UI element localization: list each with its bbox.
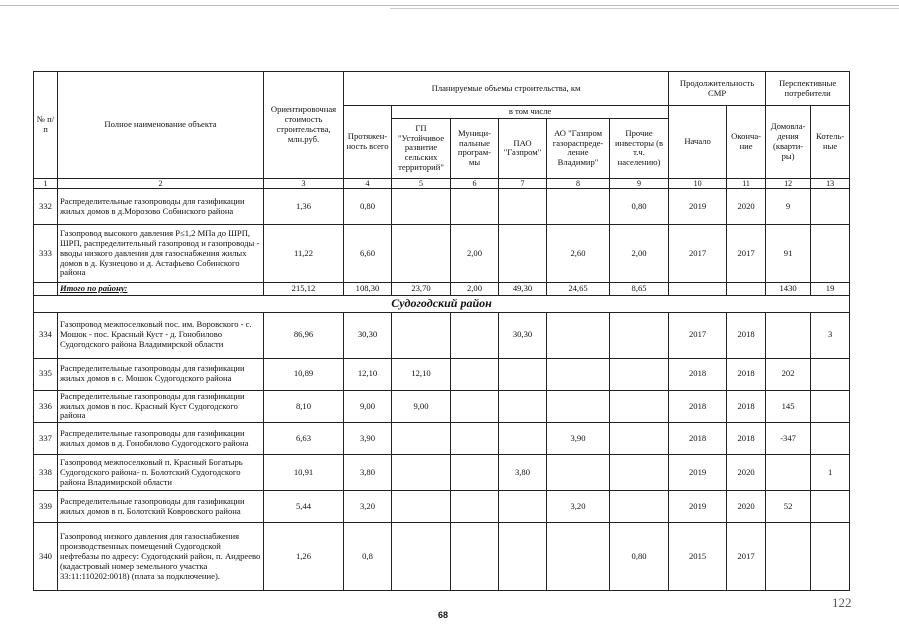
table-row bbox=[34, 189, 850, 225]
top-rule-secondary bbox=[390, 8, 899, 9]
cell-muni bbox=[451, 523, 499, 591]
cell-cost: 5,44 bbox=[264, 491, 344, 523]
cell-name: Газопровод межпоселковый п. Красный Богатырь Судогодского района- п. Болотский Судогодского района Владимирской области bbox=[58, 455, 264, 491]
cell-start: 2019 bbox=[669, 491, 727, 523]
cell-boilers bbox=[811, 523, 850, 591]
total-gp: 23,70 bbox=[392, 283, 451, 296]
cell-end: 2017 bbox=[727, 225, 766, 283]
cell-cost: 10,89 bbox=[264, 358, 344, 390]
cell-n: 332 bbox=[34, 189, 58, 225]
cell-start: 2019 bbox=[669, 455, 727, 491]
col-number: 10 bbox=[669, 178, 727, 188]
total-muni: 2,00 bbox=[451, 283, 499, 296]
cell-n: 338 bbox=[34, 455, 58, 491]
cell-end: 2020 bbox=[727, 455, 766, 491]
cell-end: 2020 bbox=[727, 189, 766, 225]
col-number: 9 bbox=[610, 178, 669, 188]
cell-cost: 86,96 bbox=[264, 312, 344, 358]
col-number: 2 bbox=[58, 178, 264, 188]
cell-end: 2020 bbox=[727, 491, 766, 523]
cell-total: 12,10 bbox=[344, 358, 392, 390]
cell-other bbox=[610, 491, 669, 523]
total-other: 8,65 bbox=[610, 283, 669, 296]
cell-pao bbox=[499, 390, 547, 423]
cell-homes: 9 bbox=[766, 189, 811, 225]
cell-gp bbox=[392, 189, 451, 225]
col-number: 11 bbox=[727, 178, 766, 188]
col-header-gp: ГП "Устойчивое развитие сельских территорий" bbox=[392, 118, 451, 178]
cell-ao: 3,90 bbox=[547, 423, 610, 455]
cell-muni bbox=[451, 455, 499, 491]
cell-pao: 3,80 bbox=[499, 455, 547, 491]
total-length: 108,30 bbox=[344, 283, 392, 296]
cell-other: 2,00 bbox=[610, 225, 669, 283]
table-row bbox=[34, 423, 850, 455]
cell-n: 336 bbox=[34, 390, 58, 423]
cell-end: 2017 bbox=[727, 523, 766, 591]
cell-cost: 1,26 bbox=[264, 523, 344, 591]
cell-total: 3,90 bbox=[344, 423, 392, 455]
cell-n: 337 bbox=[34, 423, 58, 455]
cell-homes bbox=[766, 523, 811, 591]
cell-name: Распределительные газопроводы для газификации жилых домов в д.Морозово Собинского района bbox=[58, 189, 264, 225]
col-header-including: в том числе bbox=[392, 106, 669, 119]
cell-total: 3,20 bbox=[344, 491, 392, 523]
cell-n: 334 bbox=[34, 312, 58, 358]
cell-start: 2018 bbox=[669, 390, 727, 423]
cell-gp bbox=[392, 523, 451, 591]
cell-total: 6,60 bbox=[344, 225, 392, 283]
col-header-planned: Планируемые объемы строительства, км bbox=[344, 72, 669, 106]
total-start bbox=[669, 283, 727, 296]
cell-name: Газопровод высокого давления Р≤1,2 МПа до ШРП, ШРП, распределительный газопровод и газопроводы - вводы низкого давления для газоснабжения жилых домов в д. Кузнецово и д. Астафьево Собинского района bbox=[58, 225, 264, 283]
col-header-muni: Муници-пальные програм-мы bbox=[451, 118, 499, 178]
cell-muni bbox=[451, 358, 499, 390]
cell-name: Распределительные газопроводы для газификации жилых домов в п. Болотский Ковровского района bbox=[58, 491, 264, 523]
cell-name: Распределительные газопроводы для газификации жилых домов в пос. Красный Куст Судогодского района bbox=[58, 390, 264, 423]
table-row bbox=[34, 491, 850, 523]
cell-muni bbox=[451, 312, 499, 358]
cell-start: 2017 bbox=[669, 225, 727, 283]
col-header-duration: Продолжительность СМР bbox=[669, 72, 766, 106]
cell-boilers bbox=[811, 189, 850, 225]
col-header-homes: Домовла-дения (кварти-ры) bbox=[766, 106, 811, 179]
cell-start: 2019 bbox=[669, 189, 727, 225]
total-cost: 215,12 bbox=[264, 283, 344, 296]
table-row bbox=[34, 312, 850, 358]
cell-homes bbox=[766, 455, 811, 491]
cell-pao bbox=[499, 189, 547, 225]
col-header-consumers: Перспективные потребители bbox=[766, 72, 850, 106]
cell-gp bbox=[392, 312, 451, 358]
col-header-ao: АО "Газпром газораспреде-ление Владимир" bbox=[547, 118, 610, 178]
table-total-section bbox=[34, 283, 850, 313]
cell-gp bbox=[392, 225, 451, 283]
cell-muni bbox=[451, 189, 499, 225]
cell-ao bbox=[547, 189, 610, 225]
cell-boilers bbox=[811, 358, 850, 390]
district-row bbox=[34, 295, 850, 312]
col-number: 6 bbox=[451, 178, 499, 188]
cell-end: 2018 bbox=[727, 390, 766, 423]
cell-cost: 8,10 bbox=[264, 390, 344, 423]
cell-muni: 2,00 bbox=[451, 225, 499, 283]
table-body-after bbox=[34, 312, 850, 591]
cell-homes: 202 bbox=[766, 358, 811, 390]
col-number: 7 bbox=[499, 178, 547, 188]
col-number: 13 bbox=[811, 178, 850, 188]
table-row bbox=[34, 523, 850, 591]
col-header-boilers: Котель-ные bbox=[811, 106, 850, 179]
cell-n: 339 bbox=[34, 491, 58, 523]
cell-ao bbox=[547, 523, 610, 591]
col-number: 1 bbox=[34, 178, 58, 188]
cell-cost: 1,36 bbox=[264, 189, 344, 225]
cell-other bbox=[610, 312, 669, 358]
col-number: 5 bbox=[392, 178, 451, 188]
cell-other: 0,80 bbox=[610, 523, 669, 591]
cell-other bbox=[610, 390, 669, 423]
district-heading: Судогодский район bbox=[34, 295, 850, 312]
cell-pao bbox=[499, 523, 547, 591]
cell-homes: -347 bbox=[766, 423, 811, 455]
cell-gp: 12,10 bbox=[392, 358, 451, 390]
cell-name: Газопровод низкого давления для газоснабжения производственных помещений Судогодской нефтебазы по адресу: Судогодский район, п. Андреево (кадастровый номер земельного участка 33:11:110202:0018) (плата за подключение). bbox=[58, 523, 264, 591]
column-numbers-row bbox=[34, 178, 850, 188]
cell-pao bbox=[499, 358, 547, 390]
cell-homes bbox=[766, 312, 811, 358]
cell-start: 2018 bbox=[669, 423, 727, 455]
cell-boilers: 1 bbox=[811, 455, 850, 491]
cell-other: 0,80 bbox=[610, 189, 669, 225]
col-header-cost: Ориентировочная стоимость строительства, млн.руб. bbox=[264, 72, 344, 179]
cell-total: 0,8 bbox=[344, 523, 392, 591]
cell-boilers bbox=[811, 390, 850, 423]
total-pao: 49,30 bbox=[499, 283, 547, 296]
cell-boilers bbox=[811, 491, 850, 523]
cell-ao bbox=[547, 390, 610, 423]
cell-total: 30,30 bbox=[344, 312, 392, 358]
table-row bbox=[34, 225, 850, 283]
total-ao: 24,65 bbox=[547, 283, 610, 296]
cell-start: 2018 bbox=[669, 358, 727, 390]
cell-n: 340 bbox=[34, 523, 58, 591]
cell-total: 3,80 bbox=[344, 455, 392, 491]
cell-gp bbox=[392, 423, 451, 455]
cell-boilers bbox=[811, 225, 850, 283]
col-header-other: Прочие инвесторы (в т.ч. населению) bbox=[610, 118, 669, 178]
cell-homes: 52 bbox=[766, 491, 811, 523]
cell-ao: 3,20 bbox=[547, 491, 610, 523]
cell-name: Газопровод межпоселковый пос. им. Воровского - с. Мошок - пос. Красный Куст - д. Гонобилово Судогодского района Владимирской области bbox=[58, 312, 264, 358]
total-label: Итого по району: bbox=[58, 283, 264, 296]
table-header bbox=[34, 72, 850, 189]
col-number: 12 bbox=[766, 178, 811, 188]
total-homes: 1430 bbox=[766, 283, 811, 296]
cell-boilers bbox=[811, 423, 850, 455]
col-header-end: Оконча-ние bbox=[727, 106, 766, 179]
cell-n: 333 bbox=[34, 225, 58, 283]
cell-other bbox=[610, 423, 669, 455]
total-num-cell bbox=[34, 283, 58, 296]
cell-end: 2018 bbox=[727, 312, 766, 358]
cell-muni bbox=[451, 390, 499, 423]
cell-ao bbox=[547, 358, 610, 390]
table-row bbox=[34, 455, 850, 491]
cell-name: Распределительные газопроводы для газификации жилых домов в д. Гонобилово Судогодского района bbox=[58, 423, 264, 455]
cell-ao bbox=[547, 312, 610, 358]
cell-ao: 2,60 bbox=[547, 225, 610, 283]
cell-other bbox=[610, 358, 669, 390]
cell-pao: 30,30 bbox=[499, 312, 547, 358]
col-header-pao: ПАО "Газпром" bbox=[499, 118, 547, 178]
cell-gp bbox=[392, 455, 451, 491]
top-rule bbox=[0, 5, 899, 6]
table-body-before bbox=[34, 189, 850, 283]
total-end bbox=[727, 283, 766, 296]
cell-muni bbox=[451, 491, 499, 523]
col-header-name: Полное наименование объекта bbox=[58, 72, 264, 179]
total-row bbox=[34, 283, 850, 296]
total-boilers: 19 bbox=[811, 283, 850, 296]
cell-cost: 6,63 bbox=[264, 423, 344, 455]
cell-other bbox=[610, 455, 669, 491]
page-footer-number: 68 bbox=[438, 610, 449, 620]
table-row bbox=[34, 390, 850, 423]
cell-total: 0,80 bbox=[344, 189, 392, 225]
cell-muni bbox=[451, 423, 499, 455]
cell-pao bbox=[499, 491, 547, 523]
cell-start: 2017 bbox=[669, 312, 727, 358]
table-row bbox=[34, 358, 850, 390]
cell-end: 2018 bbox=[727, 358, 766, 390]
cell-cost: 10,91 bbox=[264, 455, 344, 491]
cell-ao bbox=[547, 455, 610, 491]
cell-homes: 91 bbox=[766, 225, 811, 283]
cell-total: 9,00 bbox=[344, 390, 392, 423]
col-number: 3 bbox=[264, 178, 344, 188]
gasification-table bbox=[33, 71, 850, 591]
cell-name: Распределительные газопроводы для газификации жилых домов в с. Мошок Судогодского района bbox=[58, 358, 264, 390]
col-number: 8 bbox=[547, 178, 610, 188]
cell-pao bbox=[499, 423, 547, 455]
cell-start: 2015 bbox=[669, 523, 727, 591]
cell-boilers: 3 bbox=[811, 312, 850, 358]
cell-pao bbox=[499, 225, 547, 283]
cell-gp: 9,00 bbox=[392, 390, 451, 423]
page-corner-number: 122 bbox=[832, 595, 852, 610]
cell-end: 2018 bbox=[727, 423, 766, 455]
col-header-start: Начало bbox=[669, 106, 727, 179]
cell-n: 335 bbox=[34, 358, 58, 390]
cell-cost: 11,22 bbox=[264, 225, 344, 283]
col-header-num: № п/п bbox=[34, 72, 58, 179]
cell-gp bbox=[392, 491, 451, 523]
col-number: 4 bbox=[344, 178, 392, 188]
col-header-total-length: Протяжен-ность всего bbox=[344, 106, 392, 179]
cell-homes: 145 bbox=[766, 390, 811, 423]
